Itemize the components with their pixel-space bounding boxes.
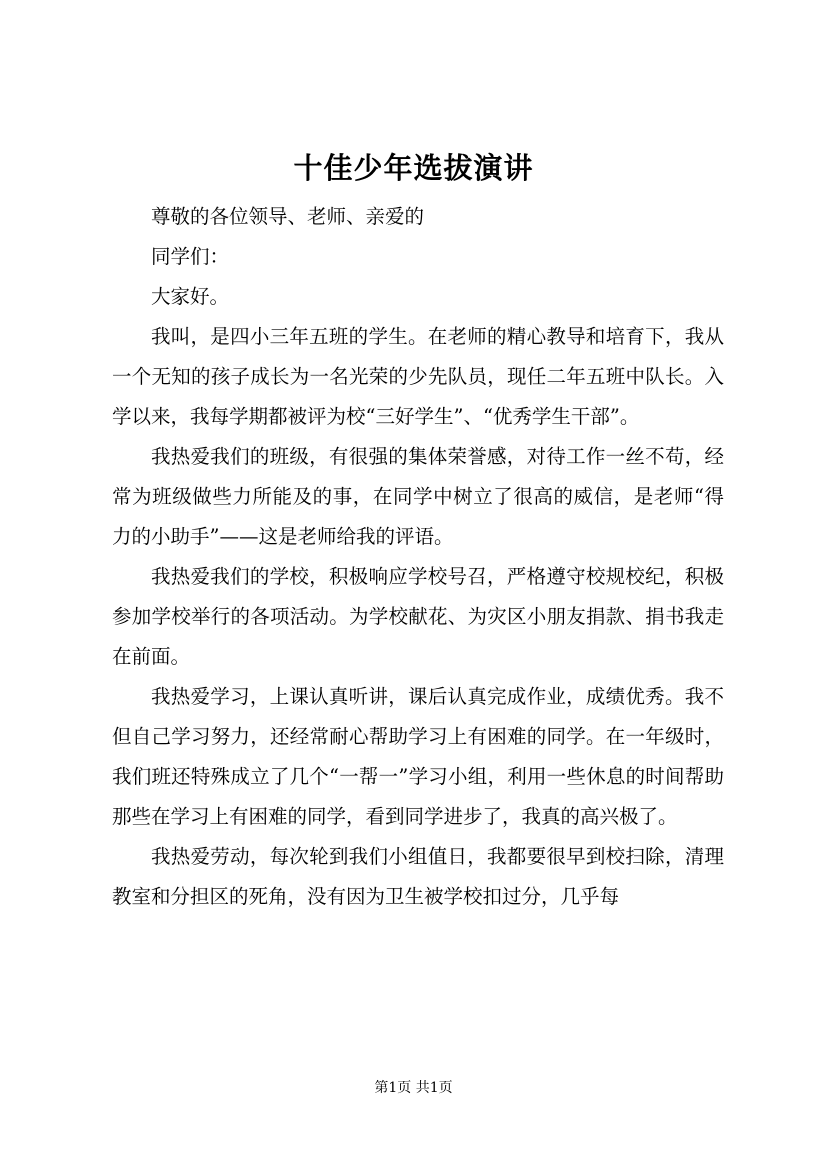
- paragraph-salutation-continued: 同学们：: [151, 245, 230, 268]
- paragraph-salutation: 尊敬的各位领导、老师、亲爱的: [151, 205, 425, 228]
- document-title: 十佳少年选拔演讲: [293, 151, 534, 185]
- paragraph-study: 我热爱学习，上课认真听讲，课后认真完成作业，成绩优秀。我不但自己学习努力，还经常耐心帮助学习上有困难的同学。在一年级时，我们班还特殊成立了几个“一帮一”学习小组，利用一些休息的时间帮助那些在学习上有困难的同学，看到同学进步了，我真的高兴极了。: [112, 685, 724, 828]
- page-number-footer: 第1页 共1页: [374, 1080, 453, 1096]
- paragraph-school: 我热爱我们的学校，积极响应学校号召，严格遵守校规校纪，积极参加学校举行的各项活动。为学校献花、为灾区小朋友捐款、捐书我走在前面。: [112, 565, 724, 668]
- paragraph-introduction: 我叫，是四小三年五班的学生。在老师的精心教导和培育下，我从一个无知的孩子成长为一名光荣的少先队员，现任二年五班中队长。入学以来，我每学期都被评为校“三好学生”、“优秀学生干部”。: [112, 325, 724, 428]
- paragraph-class: 我热爱我们的班级，有很强的集体荣誉感，对待工作一丝不苟，经常为班级做些力所能及的事，在同学中树立了很高的威信，是老师“得力的小助手”——这是老师给我的评语。: [112, 445, 724, 548]
- paragraph-labor: 我热爱劳动，每次轮到我们小组值日，我都要很早到校扫除，清理教室和分担区的死角，没有因为卫生被学校扣过分，几乎每: [112, 845, 724, 908]
- paragraph-greeting: 大家好。: [151, 285, 230, 308]
- document-body: [112, 197, 724, 917]
